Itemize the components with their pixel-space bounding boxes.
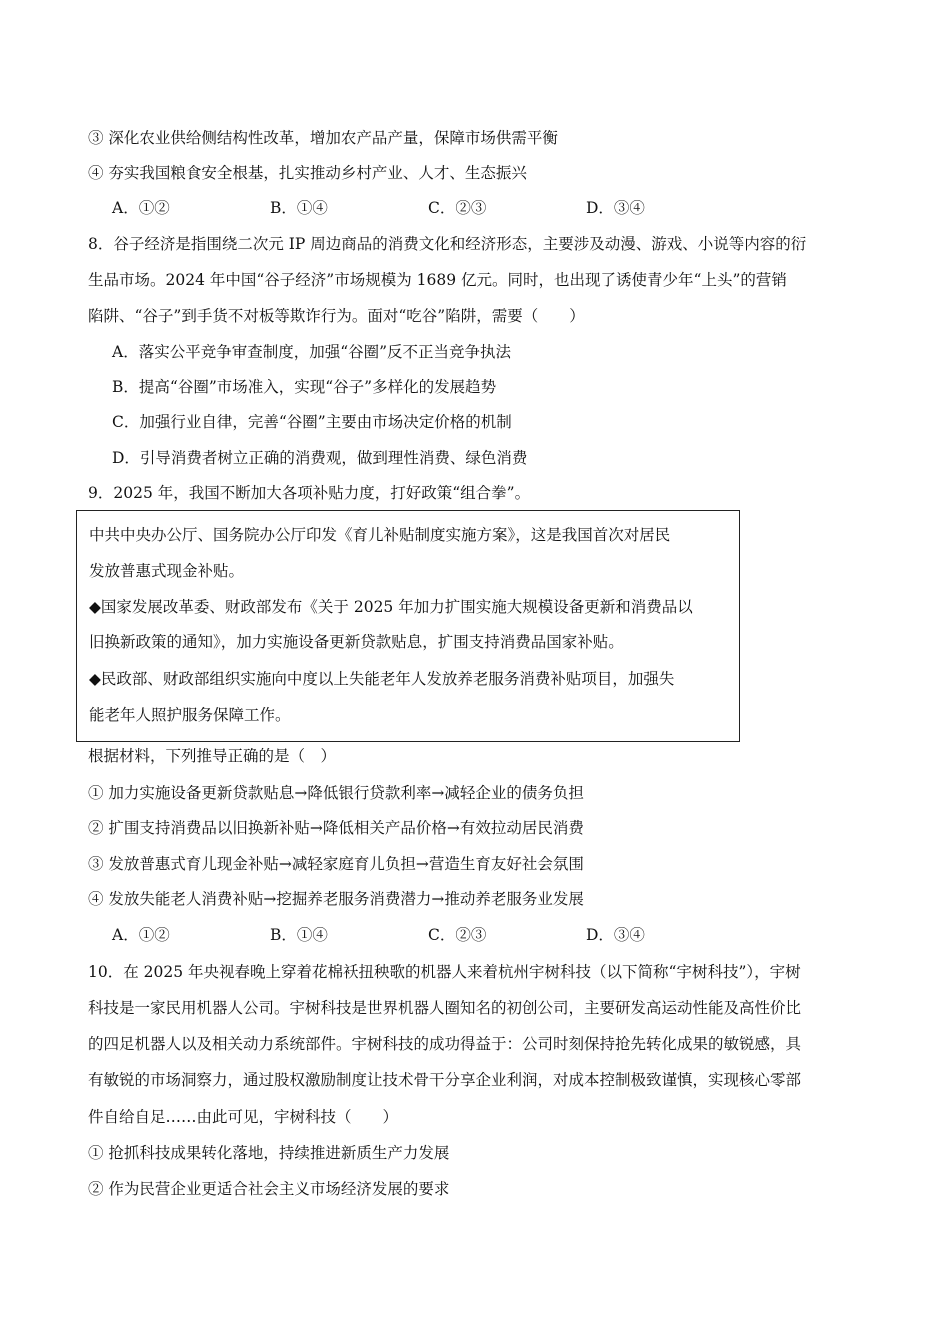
q8-option-b[interactable]: B．提高“谷圈”市场准入，实现“谷子”多样化的发展趋势 xyxy=(112,378,497,396)
q10-stem-line-5: 件自给自足……由此可见，宇树科技（ ） xyxy=(88,1108,399,1126)
q9-material-line-2: 发放普惠式现金补贴。 xyxy=(89,562,245,580)
q8-option-c[interactable]: C．加强行业自律，完善“谷圈”主要由市场决定价格的机制 xyxy=(112,413,512,431)
q9-item-3: ③ 发放普惠式育儿现金补贴→减轻家庭育儿负担→营造生育友好社会氛围 xyxy=(88,855,584,873)
q9-material-line-6: 能老年人照护服务保障工作。 xyxy=(89,706,291,724)
q9-item-4: ④ 发放失能老人消费补贴→挖掘养老服务消费潜力→推动养老服务业发展 xyxy=(88,890,584,908)
q9-item-2: ② 扩围支持消费品以旧换新补贴→降低相关产品价格→有效拉动居民消费 xyxy=(88,819,584,837)
q9-prompt: 根据材料，下列推导正确的是（ ） xyxy=(88,747,337,765)
q8-stem-line-3: 陷阱、“谷子”到手货不对板等欺诈行为。面对“吃谷”陷阱，需要（ ） xyxy=(88,307,585,325)
q7-item-3: ③ 深化农业供给侧结构性改革，增加农产品产量，保障市场供需平衡 xyxy=(88,129,558,147)
q10-item-2: ② 作为民营企业更适合社会主义市场经济发展的要求 xyxy=(88,1180,450,1198)
q10-stem-line-2: 科技是一家民用机器人公司。宇树科技是世界机器人圈知名的初创公司，主要研发高运动性能及高性价比 xyxy=(88,999,802,1017)
q8-option-a[interactable]: A．落实公平竞争审查制度，加强“谷圈”反不正当竞争执法 xyxy=(112,343,512,361)
q9-item-1: ① 加力实施设备更新贷款贴息→降低银行贷款利率→减轻企业的债务负担 xyxy=(88,784,584,802)
q10-stem-line-1: 10．在 2025 年央视春晚上穿着花棉袄扭秧歌的机器人来着杭州宇树科技（以下简称“宇树科技”），宇树 xyxy=(88,963,801,981)
q9-material-line-3: ◆国家发展改革委、财政部发布《关于 2025 年加力扩围实施大规模设备更新和消费品以 xyxy=(89,598,693,616)
q9-option-b[interactable]: B．①④ xyxy=(270,926,328,944)
q9-material-box xyxy=(76,510,740,742)
q7-item-4: ④ 夯实我国粮食安全根基，扎实推动乡村产业、人才、生态振兴 xyxy=(88,164,527,182)
q7-option-a[interactable]: A．①② xyxy=(112,199,170,217)
q10-stem-line-4: 有敏锐的市场洞察力，通过股权激励制度让技术骨干分享企业利润，对成本控制极致谨慎，实现核心零部 xyxy=(88,1071,802,1089)
q9-material-line-1: 中共中央办公厅、国务院办公厅印发《育儿补贴制度实施方案》，这是我国首次对居民 xyxy=(89,526,671,544)
q9-options xyxy=(112,925,744,945)
q10-stem-line-3: 的四足机器人以及相关动力系统部件。宇树科技的成功得益于：公司时刻保持抢先转化成果的敏锐感，具 xyxy=(88,1035,802,1053)
q7-options xyxy=(112,198,744,218)
q8-stem-line-1: 8．谷子经济是指围绕二次元 IP 周边商品的消费文化和经济形态，主要涉及动漫、游戏、小说等内容的衍 xyxy=(88,235,807,253)
q7-option-c[interactable]: C．②③ xyxy=(428,199,487,217)
q9-option-d[interactable]: D．③④ xyxy=(586,926,645,944)
q10-item-1: ① 抢抓科技成果转化落地，持续推进新质生产力发展 xyxy=(88,1144,450,1162)
q9-stem: 9．2025 年，我国不断加大各项补贴力度，打好政策“组合拳”。 xyxy=(88,484,531,502)
q7-option-b[interactable]: B．①④ xyxy=(270,199,328,217)
q9-option-c[interactable]: C．②③ xyxy=(428,926,487,944)
q9-material-line-5: ◆民政部、财政部组织实施向中度以上失能老年人发放养老服务消费补贴项目，加强失 xyxy=(89,670,675,688)
q7-option-d[interactable]: D．③④ xyxy=(586,199,645,217)
q9-material-line-4: 旧换新政策的通知》，加力实施设备更新贷款贴息，扩围支持消费品国家补贴。 xyxy=(89,633,624,651)
q9-option-a[interactable]: A．①② xyxy=(112,926,170,944)
q8-stem-line-2: 生品市场。2024 年中国“谷子经济”市场规模为 1689 亿元。同时，也出现了诱使青少年“上头”的营销 xyxy=(88,271,787,289)
q8-option-d[interactable]: D．引导消费者树立正确的消费观，做到理性消费、绿色消费 xyxy=(112,449,528,467)
